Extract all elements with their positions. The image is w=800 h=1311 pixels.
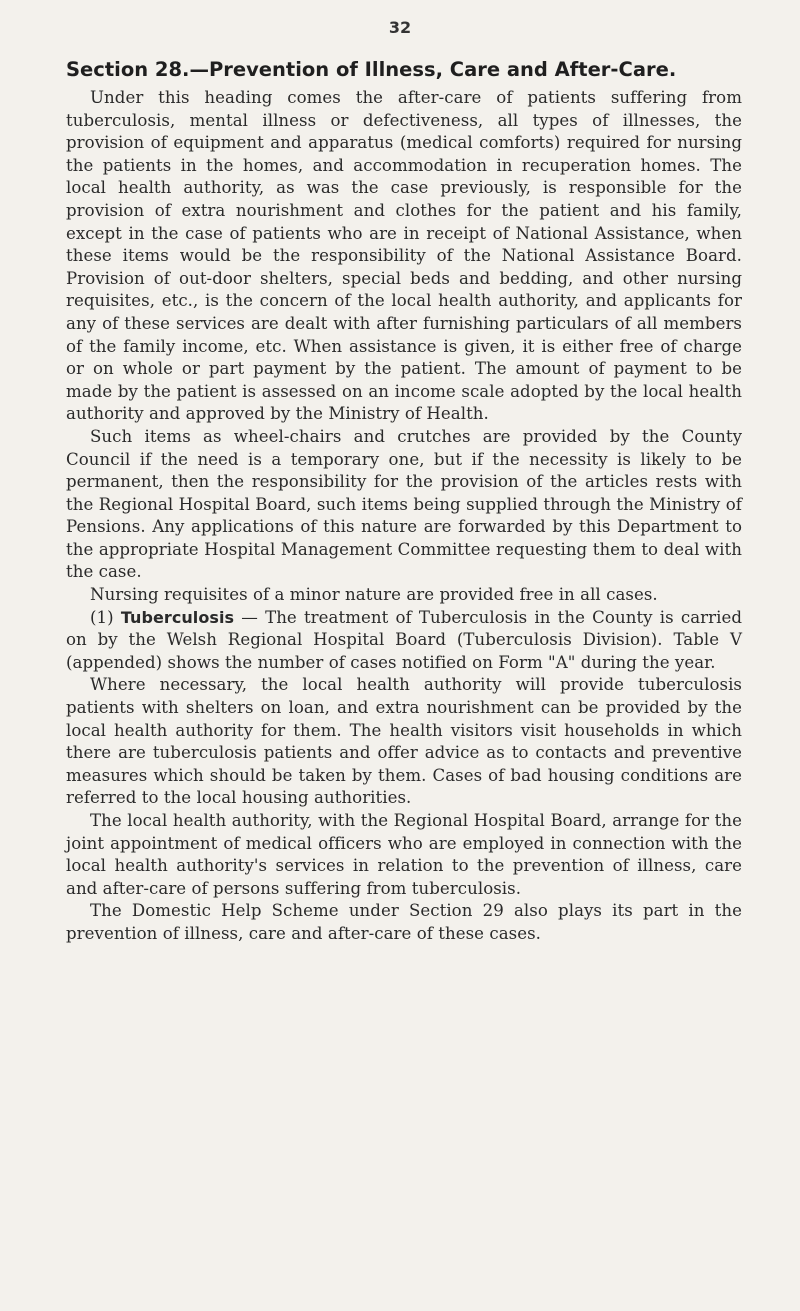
page-number: 32 <box>388 18 412 37</box>
paragraph-wheel-chairs: Such items as wheel-chairs and crutches are provided by the County Council if the need is a temporary one, but if the necessity is likely to be permanent, then the responsibility for the provision of the articles rests with the Regional Hospital Board, such items being supplied through the Ministry of Pensions. Any applications of this nature are forwarded by this Department to the appropriate Hospital Management Committee requesting them to deal with the case. <box>66 426 742 582</box>
paragraph-tb-medical-officers: The local health authority, with the Regional Hospital Board, arrange for the joint appointment of medical officers who are employed in connection with the local health authority's services in relation to the prevention of illness, care and after-care of persons suffering from tuberculosis. <box>66 811 742 898</box>
paragraph-after-care-overview: Under this heading comes the after-care of patients suffering from tuberculosis, mental illness or defectiveness, all types of illnesses, the provision of equipment and apparatus (medical comforts) required for nursing the patients in the homes, and accommodation in recuperation homes. The local health authority, as was the case previously, is responsible for the provision of extra nourishment and clothes for the patient and his family, except in the case of patients who are in receipt of National Assistance, when these items would be the responsibility of the National Assistance Board. Provision of out-door shelters, special beds and bedding, and other nursing requisites, etc., is the concern of the local health authority, and applicants for any of these services are dealt with after furnishing particulars of all members of the family income, etc. When assistance is given, it is either free of charge or on whole or part payment by the patient. The amount of payment to be made by the patient is assessed on an income scale adopted by the local health authority and approved by the Ministry of Health. <box>66 88 742 424</box>
tuberculosis-label: (1) <box>90 607 114 627</box>
paragraph-nursing-requisites: Nursing requisites of a minor nature are provided free in all cases. <box>90 585 658 605</box>
paragraph-tb-shelters: Where necessary, the local health authority will provide tuberculosis patients with shelters on loan, and extra nourishment can be provided by the local health authority for them. The health visitors visit households in which there are tuberculosis patients and offer advice as to contacts and preventive measures which should be taken by them. Cases of bad housing conditions are referred to the local housing authorities. <box>66 675 742 808</box>
section-heading: Section 28.—Prevention of Illness, Care and After-Care. <box>66 58 677 81</box>
tuberculosis-heading: Tuberculosis <box>120 607 235 627</box>
page-content <box>66 55 742 946</box>
paragraph-tb-domestic-help: The Domestic Help Scheme under Section 29 also plays its part in the prevention of illness, care and after-care of these cases. <box>66 901 742 943</box>
tuberculosis-intro-text: — The treatment of Tuberculosis in the County is carried on by the Welsh Regional Hospital Board (Tuberculosis Division). Table V (appended) shows the number of cases notified on Form "A" during the year. <box>66 607 743 672</box>
paragraph-tuberculosis-intro <box>66 607 742 675</box>
